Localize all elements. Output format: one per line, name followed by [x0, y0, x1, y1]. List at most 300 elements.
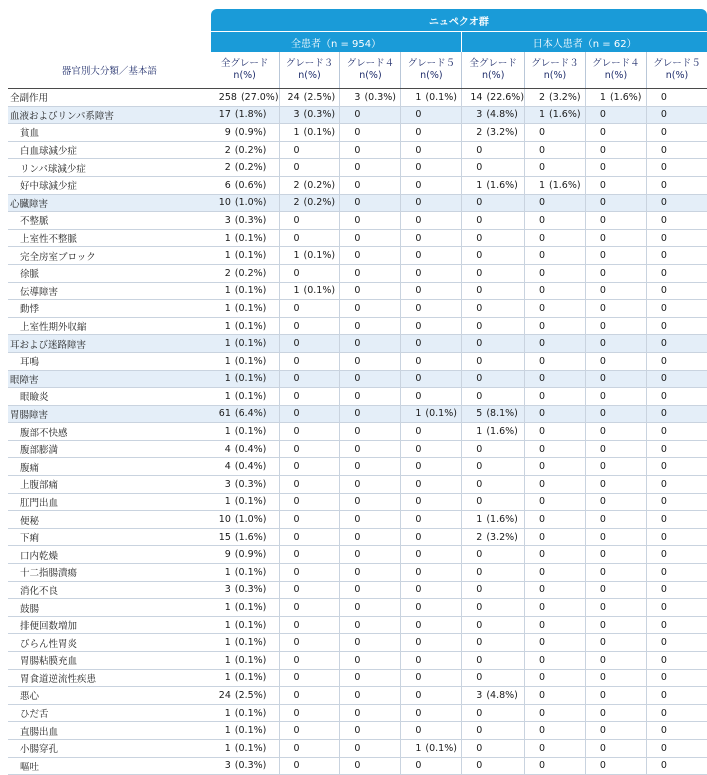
value-cell	[525, 335, 586, 353]
value-cell	[525, 757, 586, 775]
count: 0	[354, 250, 361, 262]
count: 0	[538, 443, 546, 455]
value-cell	[279, 652, 340, 670]
value-cell	[211, 599, 279, 617]
count: 0	[599, 320, 606, 332]
count: 0	[538, 654, 546, 666]
value-cell	[525, 722, 586, 740]
count: 0	[538, 285, 546, 297]
count: 0	[538, 707, 546, 719]
count: 1	[538, 179, 546, 191]
value-cell	[401, 476, 462, 494]
value-cell	[646, 141, 707, 159]
value-cell	[401, 264, 462, 282]
percent: (0.3%)	[364, 91, 397, 103]
term-name: 排便回数増加	[8, 616, 211, 634]
value-cell	[211, 564, 279, 582]
value-cell	[585, 212, 646, 230]
value-cell	[401, 564, 462, 582]
count: 0	[599, 267, 606, 279]
value-cell	[646, 264, 707, 282]
value-cell	[279, 669, 340, 687]
count: 1	[476, 426, 483, 438]
value-cell	[585, 652, 646, 670]
value-cell	[646, 247, 707, 265]
count: 0	[660, 478, 667, 490]
count: 0	[415, 126, 422, 138]
value-cell	[462, 757, 525, 775]
value-cell	[646, 370, 707, 388]
value-cell	[525, 616, 586, 634]
count: 0	[660, 338, 667, 350]
value-cell	[401, 229, 462, 247]
value-cell	[279, 722, 340, 740]
percent: (0.9%)	[234, 126, 267, 138]
value-cell	[585, 704, 646, 722]
value-cell	[646, 546, 707, 564]
count: 0	[599, 179, 606, 191]
count: 1	[476, 514, 483, 526]
value-cell	[462, 704, 525, 722]
term-name: 腹痛	[8, 458, 211, 476]
count: 0	[660, 584, 667, 596]
percent: (1.6%)	[549, 109, 581, 121]
value-cell	[585, 388, 646, 406]
value-cell	[279, 687, 340, 705]
percent: (0.1%)	[234, 637, 267, 649]
count: 0	[293, 654, 300, 666]
count: 0	[354, 338, 361, 350]
count: 0	[599, 742, 606, 754]
count: 0	[354, 461, 361, 473]
table-row	[8, 282, 707, 300]
percent: (0.1%)	[234, 566, 267, 578]
value-cell	[211, 739, 279, 757]
value-cell	[279, 634, 340, 652]
value-cell	[340, 176, 401, 194]
value-cell	[525, 194, 586, 212]
term-name: 血液およびリンパ系障害	[8, 106, 211, 124]
percent: (0.3%)	[303, 109, 336, 121]
count: 14	[470, 91, 483, 103]
count: 0	[599, 496, 606, 508]
count: 0	[293, 408, 300, 420]
count: 0	[660, 725, 667, 737]
value-cell	[646, 669, 707, 687]
count: 0	[538, 232, 546, 244]
count: 0	[415, 566, 422, 578]
value-cell	[462, 388, 525, 406]
percent: (0.1%)	[234, 285, 267, 297]
column-header: グレード３ n(%)	[279, 52, 340, 89]
percent: (0.1%)	[425, 742, 457, 754]
count: 0	[293, 443, 300, 455]
value-cell	[401, 458, 462, 476]
percent: (1.0%)	[234, 197, 267, 209]
count: 0	[354, 566, 361, 578]
value-cell	[525, 370, 586, 388]
count: 2	[224, 144, 231, 156]
count: 0	[660, 91, 667, 103]
value-cell	[646, 388, 707, 406]
value-cell	[462, 405, 525, 423]
count: 0	[599, 126, 606, 138]
value-cell	[462, 476, 525, 494]
count: 0	[293, 725, 300, 737]
count: 3	[354, 91, 361, 103]
count: 0	[538, 760, 546, 772]
value-cell	[211, 652, 279, 670]
count: 1	[224, 496, 231, 508]
table-row	[8, 247, 707, 265]
count: 1	[224, 285, 231, 297]
value-cell	[340, 581, 401, 599]
value-cell	[279, 106, 340, 124]
count: 0	[660, 461, 667, 473]
table-row	[8, 511, 707, 529]
count: 3	[224, 760, 231, 772]
value-cell	[279, 264, 340, 282]
count: 9	[224, 549, 231, 561]
count: 0	[476, 285, 483, 297]
count: 0	[354, 549, 361, 561]
value-cell	[462, 652, 525, 670]
value-cell	[525, 106, 586, 124]
value-cell	[462, 247, 525, 265]
count: 0	[660, 232, 667, 244]
count: 0	[354, 214, 361, 226]
count: 2	[293, 197, 300, 209]
value-cell	[401, 440, 462, 458]
count: 0	[354, 144, 361, 156]
term-name: 消化不良	[8, 581, 211, 599]
value-cell	[525, 440, 586, 458]
value-cell	[340, 317, 401, 335]
count: 0	[415, 250, 422, 262]
percent: (8.1%)	[486, 408, 518, 420]
value-cell	[340, 634, 401, 652]
count: 2	[476, 531, 483, 543]
value-cell	[462, 141, 525, 159]
value-cell	[211, 616, 279, 634]
value-cell	[211, 124, 279, 142]
count: 0	[415, 707, 422, 719]
term-name: 動悸	[8, 300, 211, 318]
count: 0	[415, 214, 422, 226]
term-name: 嘔吐	[8, 757, 211, 775]
count: 0	[293, 672, 300, 684]
count: 0	[660, 285, 667, 297]
count: 0	[476, 461, 483, 473]
percent: (0.1%)	[425, 91, 457, 103]
percent: (0.1%)	[234, 707, 267, 719]
count: 0	[660, 637, 667, 649]
percent: (0.1%)	[234, 654, 267, 666]
count: 0	[476, 496, 483, 508]
value-cell	[462, 440, 525, 458]
percent: (0.9%)	[234, 549, 267, 561]
value-cell	[211, 300, 279, 318]
value-cell	[585, 264, 646, 282]
value-cell	[211, 423, 279, 441]
value-cell	[646, 687, 707, 705]
value-cell	[462, 194, 525, 212]
value-cell	[211, 229, 279, 247]
count: 0	[415, 144, 422, 156]
value-cell	[462, 89, 525, 107]
count: 0	[293, 214, 300, 226]
count: 1	[599, 91, 606, 103]
count: 0	[660, 179, 667, 191]
value-cell	[340, 493, 401, 511]
count: 0	[354, 390, 361, 402]
table-row	[8, 722, 707, 740]
count: 0	[476, 707, 483, 719]
count: 0	[354, 619, 361, 631]
value-cell	[585, 493, 646, 511]
count: 24	[218, 689, 231, 701]
table-row	[8, 599, 707, 617]
count: 2	[538, 91, 546, 103]
percent: (1.6%)	[486, 514, 518, 526]
term-name: 十二指腸潰瘍	[8, 564, 211, 582]
value-cell	[401, 300, 462, 318]
value-cell	[279, 440, 340, 458]
column-header: グレード３ n(%)	[525, 52, 586, 89]
term-name: 便秘	[8, 511, 211, 529]
value-cell	[585, 546, 646, 564]
count: 0	[354, 514, 361, 526]
value-cell	[585, 176, 646, 194]
count: 0	[415, 461, 422, 473]
value-cell	[211, 388, 279, 406]
percent: (0.2%)	[234, 144, 267, 156]
table-row	[8, 159, 707, 177]
value-cell	[279, 704, 340, 722]
count: 0	[538, 320, 546, 332]
count: 0	[354, 742, 361, 754]
count: 0	[293, 338, 300, 350]
value-cell	[462, 564, 525, 582]
all-patients-header: 全患者（n = 954）	[211, 32, 462, 53]
value-cell	[525, 704, 586, 722]
count: 0	[354, 320, 361, 332]
soc-row	[8, 405, 707, 423]
count: 0	[599, 162, 606, 174]
value-cell	[401, 141, 462, 159]
percent: (0.1%)	[303, 250, 336, 262]
value-cell	[279, 616, 340, 634]
count: 0	[599, 443, 606, 455]
value-cell	[525, 229, 586, 247]
value-cell	[646, 405, 707, 423]
count: 0	[660, 144, 667, 156]
percent: (2.5%)	[303, 91, 336, 103]
count: 0	[476, 619, 483, 631]
count: 0	[354, 672, 361, 684]
value-cell	[211, 141, 279, 159]
value-cell	[401, 581, 462, 599]
value-cell	[211, 264, 279, 282]
value-cell	[585, 581, 646, 599]
value-cell	[211, 704, 279, 722]
count: 0	[293, 514, 300, 526]
value-cell	[211, 722, 279, 740]
count: 1	[224, 320, 231, 332]
count: 1	[224, 566, 231, 578]
value-cell	[525, 352, 586, 370]
percent: (3.2%)	[549, 91, 581, 103]
count: 0	[293, 144, 300, 156]
count: 0	[538, 514, 546, 526]
count: 0	[660, 390, 667, 402]
count: 0	[538, 126, 546, 138]
count: 0	[293, 426, 300, 438]
table-row	[8, 317, 707, 335]
value-cell	[585, 405, 646, 423]
count: 0	[354, 602, 361, 614]
count: 0	[599, 672, 606, 684]
term-name: 上室性不整脈	[8, 229, 211, 247]
table-row	[8, 141, 707, 159]
count: 0	[415, 320, 422, 332]
value-cell	[401, 282, 462, 300]
count: 0	[293, 566, 300, 578]
percent: (0.4%)	[234, 461, 267, 473]
value-cell	[646, 528, 707, 546]
count: 0	[354, 355, 361, 367]
value-cell	[279, 405, 340, 423]
value-cell	[525, 300, 586, 318]
value-cell	[525, 669, 586, 687]
count: 0	[599, 250, 606, 262]
count: 0	[538, 619, 546, 631]
value-cell	[340, 264, 401, 282]
value-cell	[340, 687, 401, 705]
count: 0	[599, 214, 606, 226]
count: 1	[224, 390, 231, 402]
table-row	[8, 264, 707, 282]
value-cell	[401, 370, 462, 388]
percent: (4.8%)	[486, 689, 518, 701]
count: 1	[224, 302, 231, 314]
soc-row	[8, 335, 707, 353]
value-cell	[340, 704, 401, 722]
count: 0	[354, 760, 361, 772]
percent: (3.2%)	[486, 531, 518, 543]
percent: (22.6%)	[486, 91, 525, 103]
count: 0	[599, 531, 606, 543]
value-cell	[585, 757, 646, 775]
count: 0	[293, 707, 300, 719]
count: 0	[354, 179, 361, 191]
count: 0	[476, 549, 483, 561]
value-cell	[646, 89, 707, 107]
value-cell	[646, 212, 707, 230]
percent: (0.2%)	[234, 162, 267, 174]
table-row	[8, 757, 707, 775]
value-cell	[646, 194, 707, 212]
count: 0	[660, 267, 667, 279]
value-cell	[401, 757, 462, 775]
count: 0	[476, 320, 483, 332]
percent: (0.1%)	[303, 285, 336, 297]
count: 2	[293, 179, 300, 191]
column-header: グレード５ n(%)	[401, 52, 462, 89]
count: 0	[476, 302, 483, 314]
value-cell	[585, 722, 646, 740]
count: 0	[538, 426, 546, 438]
count: 0	[293, 496, 300, 508]
value-cell	[585, 282, 646, 300]
count: 0	[476, 232, 483, 244]
count: 0	[538, 549, 546, 561]
value-cell	[211, 159, 279, 177]
adverse-reactions-table	[8, 9, 707, 775]
table-row	[8, 528, 707, 546]
term-name: 心臓障害	[8, 194, 211, 212]
count: 0	[293, 302, 300, 314]
value-cell	[211, 405, 279, 423]
row-header: 器官別大分類／基本語	[8, 52, 211, 89]
percent: (0.3%)	[234, 760, 267, 772]
value-cell	[525, 564, 586, 582]
count: 1	[224, 232, 231, 244]
count: 0	[538, 725, 546, 737]
value-cell	[585, 352, 646, 370]
value-cell	[585, 106, 646, 124]
count: 1	[224, 602, 231, 614]
value-cell	[340, 739, 401, 757]
count: 0	[415, 338, 422, 350]
count: 0	[354, 126, 361, 138]
value-cell	[525, 739, 586, 757]
value-cell	[646, 440, 707, 458]
term-name: 悪心	[8, 687, 211, 705]
value-cell	[646, 704, 707, 722]
value-cell	[340, 388, 401, 406]
count: 0	[538, 584, 546, 596]
value-cell	[340, 528, 401, 546]
term-name: 不整脈	[8, 212, 211, 230]
count: 0	[354, 443, 361, 455]
value-cell	[525, 652, 586, 670]
value-cell	[279, 564, 340, 582]
count: 17	[218, 109, 231, 121]
term-name: 眼障害	[8, 370, 211, 388]
count: 0	[293, 478, 300, 490]
percent: (1.6%)	[486, 426, 518, 438]
value-cell	[211, 546, 279, 564]
value-cell	[279, 581, 340, 599]
value-cell	[585, 669, 646, 687]
count: 0	[293, 760, 300, 772]
value-cell	[211, 212, 279, 230]
count: 0	[476, 162, 483, 174]
count: 0	[415, 654, 422, 666]
table-row	[8, 546, 707, 564]
count: 0	[354, 408, 361, 420]
value-cell	[525, 282, 586, 300]
value-cell	[340, 335, 401, 353]
value-cell	[585, 335, 646, 353]
value-cell	[646, 124, 707, 142]
count: 0	[415, 302, 422, 314]
value-cell	[340, 405, 401, 423]
value-cell	[401, 335, 462, 353]
value-cell	[401, 352, 462, 370]
count: 0	[538, 478, 546, 490]
